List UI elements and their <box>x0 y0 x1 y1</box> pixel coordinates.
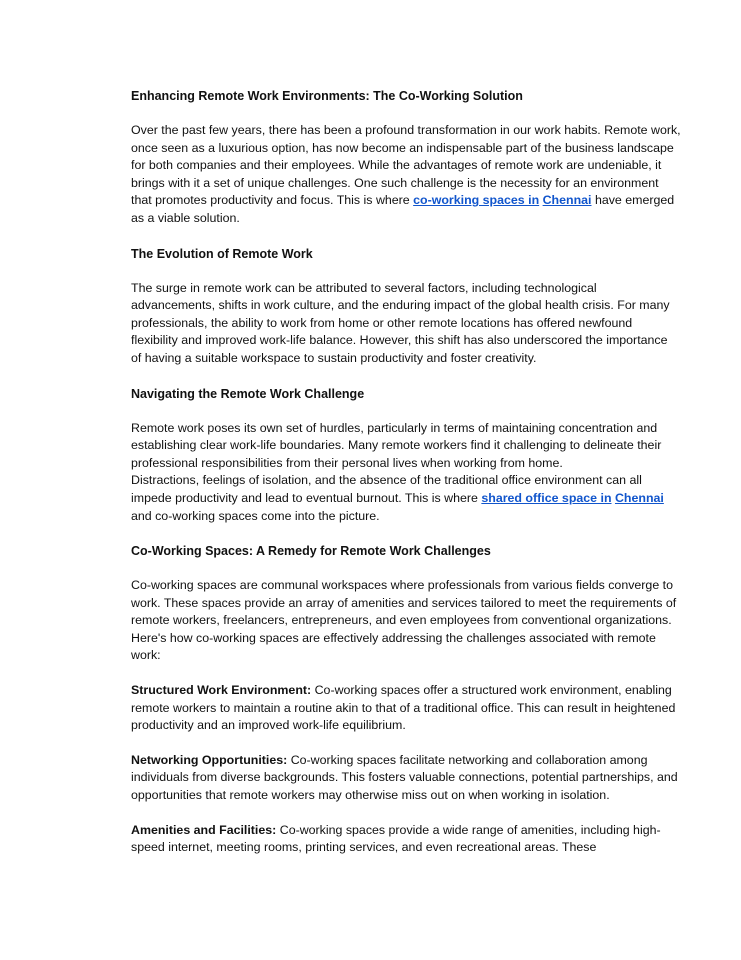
point-networking-lead: Networking Opportunities: <box>131 752 288 767</box>
coworking-chennai-link-part1[interactable]: co-working spaces in <box>413 193 540 208</box>
section-heading-evolution: The Evolution of Remote Work <box>131 246 313 261</box>
point-structured-lead: Structured Work Environment: <box>131 683 312 698</box>
challenge-paragraph-2 <box>131 472 681 525</box>
point-networking <box>131 752 681 805</box>
challenge-text-end: and co-working spaces come into the picture. <box>131 508 380 523</box>
point-structured-text: Co-working spaces offer a structured work environment, enabling remote workers to maintain a routine akin to that of a traditional office. This can result in heightened productivity and an improved work-life equilibrium. <box>131 683 676 733</box>
section-heading-remedy: Co-Working Spaces: A Remedy for Remote Work Challenges <box>131 544 491 559</box>
shared-office-chennai-link-part2[interactable]: Chennai <box>614 490 664 505</box>
section-heading-challenge: Navigating the Remote Work Challenge <box>131 386 365 401</box>
challenge-text: Distractions, feelings of isolation, and the absence of the traditional office environment can all impede productivity and lead to eventual burnout. This is where <box>131 473 642 505</box>
point-networking-text: Co-working spaces facilitate networking and collaboration among individuals from diverse backgrounds. This fosters valuable connections, potential partnerships, and opportunities that remote workers may otherwise miss out on when working in isolation. <box>131 752 678 803</box>
point-structured <box>131 682 681 735</box>
remedy-paragraph: Co-working spaces are communal workspaces where professionals from various fields converge to work. These spaces provide an array of amenities and services tailored to meet the requirements of remote workers, freelancers, entrepreneurs, and even employees from conventional organizations. Here's how co-working spaces are effectively addressing the challenges associated with remote work: <box>131 578 677 663</box>
point-amenities-lead: Amenities and Facilities: <box>131 822 277 837</box>
intro-text-end: have emerged as a viable solution. <box>131 193 675 225</box>
point-amenities-text: Co-working spaces provide a wide range of amenities, including high-speed internet, meeting rooms, printing services, and even recreational areas. These <box>131 822 661 855</box>
intro-paragraph <box>131 122 681 228</box>
page-title: Enhancing Remote Work Environments: The Co-Working Solution <box>131 89 523 103</box>
evolution-paragraph: The surge in remote work can be attributed to several factors, including technological advancements, shifts in work culture, and the enduring impact of the global health crisis. For many professionals, the ability to work from home or other remote locations has offered newfound flexibility and improved work-life balance. However, this shift has also underscored the importance of having a suitable workspace to sustain productivity and foster creativity. <box>131 280 670 365</box>
point-amenities <box>131 822 681 857</box>
intro-text: Over the past few years, there has been a profound transformation in our work habits. Remote work, once seen as a luxurious option, has now become an indispensable part of the business landscape for both companies and their employees. While the advantages of remote work are undeniable, it brings with it a set of unique challenges. One such challenge is the necessity for an environment that promotes productivity and focus. This is where <box>131 123 681 208</box>
challenge-paragraph-1: Remote work poses its own set of hurdles, particularly in terms of maintaining concentration and establishing clear work-life boundaries. Many remote workers find it challenging to delineate their professional responsibilities from their personal lives when working from home. <box>131 420 662 470</box>
shared-office-chennai-link-part1[interactable]: shared office space in <box>481 490 612 505</box>
coworking-chennai-link-part2[interactable]: Chennai <box>542 193 592 208</box>
